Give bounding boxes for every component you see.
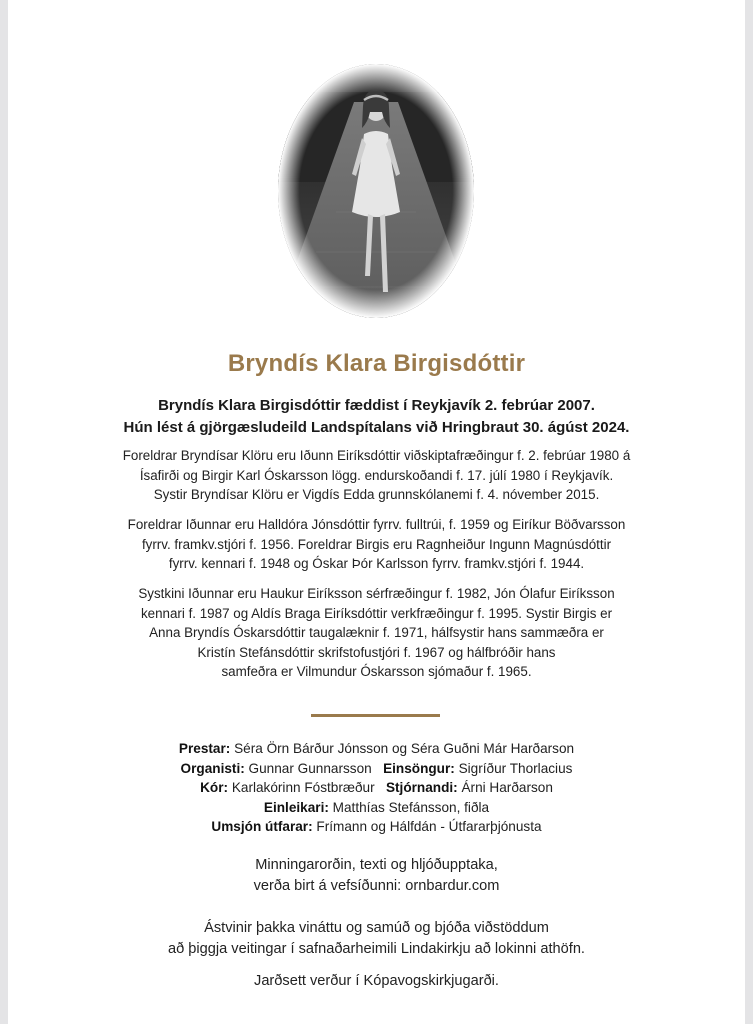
credit-label: Prestar:	[178, 741, 231, 756]
deceased-name: Bryndís Klara Birgisdóttir	[227, 350, 526, 377]
paragraph-line: fyrrv. kennari f. 1948 og Óskar Þór Karlsson fyrrv. framkv.stjóri f. 1944.	[168, 556, 585, 571]
thanks-line: Ástvinir þakka vináttu og samúð og bjóða viðstöddum	[204, 920, 549, 936]
death-line: Hún lést á gjörgæsludeild Landspítalans við Hringbraut 30. ágúst 2024.	[123, 419, 630, 436]
credit-einleikari	[0, 798, 753, 818]
recording-line: Minningarorðin, texti og hljóðupptaka,	[255, 857, 498, 873]
paragraph-line: Kristín Stefánsdóttir skrifstofustjóri f. 1967 og hálfbróðir hans	[197, 644, 556, 660]
credit-value: Matthías Stefánsson, fiðla	[332, 799, 490, 815]
credit-organisti	[0, 759, 753, 779]
family-paragraph-grandparents	[60, 515, 693, 574]
family-paragraph-siblings	[60, 584, 693, 682]
recording-notice	[0, 855, 753, 897]
section-divider	[311, 714, 440, 717]
thanks-line: að þiggja veitingar í safnaðarheimili Lindakirkju að lokinni athöfn.	[168, 941, 585, 957]
credit-label: Einsöngur:	[383, 760, 455, 776]
recording-line: verða birt á vefsíðunni: ornbardur.com	[253, 878, 500, 894]
paragraph-line: Foreldrar Iðunnar eru Halldóra Jónsdóttir fyrrv. fulltrúi, f. 1959 og Eiríkur Böðvarsson	[127, 517, 626, 532]
paragraph-line: kennari f. 1987 og Aldís Braga Eiríksdóttir verkfræðingur f. 1995. Systir Birgis er	[140, 605, 613, 621]
paragraph-line: Ísafirði og Birgir Karl Óskarsson lögg. endurskoðandi f. 17. júlí 1980 í Reykjavík.	[139, 467, 614, 483]
credit-kor	[0, 778, 753, 798]
paragraph-line: Systkini Iðunnar eru Haukur Eiríksson sérfræðingur f. 1982, Jón Ólafur Eiríksson	[138, 586, 615, 601]
paragraph-line: fyrrv. framkv.stjóri f. 1956. Foreldrar Birgis eru Ragnheiður Ingunn Magnúsdóttir	[141, 536, 612, 552]
credit-label: Stjórnandi:	[385, 780, 458, 796]
service-credits	[0, 739, 753, 837]
paragraph-line: Foreldrar Bryndísar Klöru eru Iðunn Eiríksdóttir viðskiptafræðingur f. 2. febrúar 1980 á	[122, 448, 631, 463]
credit-label: Kór:	[200, 780, 229, 796]
birth-line: Bryndís Klara Birgisdóttir fæddist í Reykjavík 2. febrúar 2007.	[158, 397, 595, 414]
credit-label: Einleikari:	[263, 799, 329, 815]
credit-value: Sigríður Thorlacius	[458, 760, 573, 776]
credit-value: Karlakórinn Fóstbræður	[231, 780, 375, 796]
portrait-photo	[276, 62, 476, 320]
credit-value: Gunnar Gunnarsson	[248, 760, 372, 776]
paragraph-line: samfeðra er Vilmundur Óskarsson sjómaður f. 1965.	[221, 664, 532, 679]
credit-prestar	[0, 739, 753, 759]
thanks-notice	[0, 918, 753, 960]
credit-label: Umsjón útfarar:	[211, 819, 313, 835]
portrait-photo-icon	[276, 62, 476, 320]
paragraph-line: Anna Bryndís Óskarsdóttir taugalæknir f. 1971, hálfsystir hans sammæðra er	[149, 625, 604, 640]
burial-notice: Jarðsett verður í Kópavogskirkjugarði.	[254, 973, 499, 989]
paragraph-line: Systir Bryndísar Klöru er Vigdís Edda grunnskólanemi f. 4. nóvember 2015.	[153, 487, 600, 502]
family-paragraph-parents	[60, 446, 693, 505]
credit-label: Organisti:	[180, 760, 245, 776]
credit-umsjon	[0, 817, 753, 837]
credit-value: Frímann og Hálfdán - Útfararþjónusta	[316, 819, 542, 835]
credit-value: Árni Harðarson	[461, 780, 553, 796]
credit-value: Séra Örn Bárður Jónsson og Séra Guðni Már Harðarson	[234, 741, 575, 756]
